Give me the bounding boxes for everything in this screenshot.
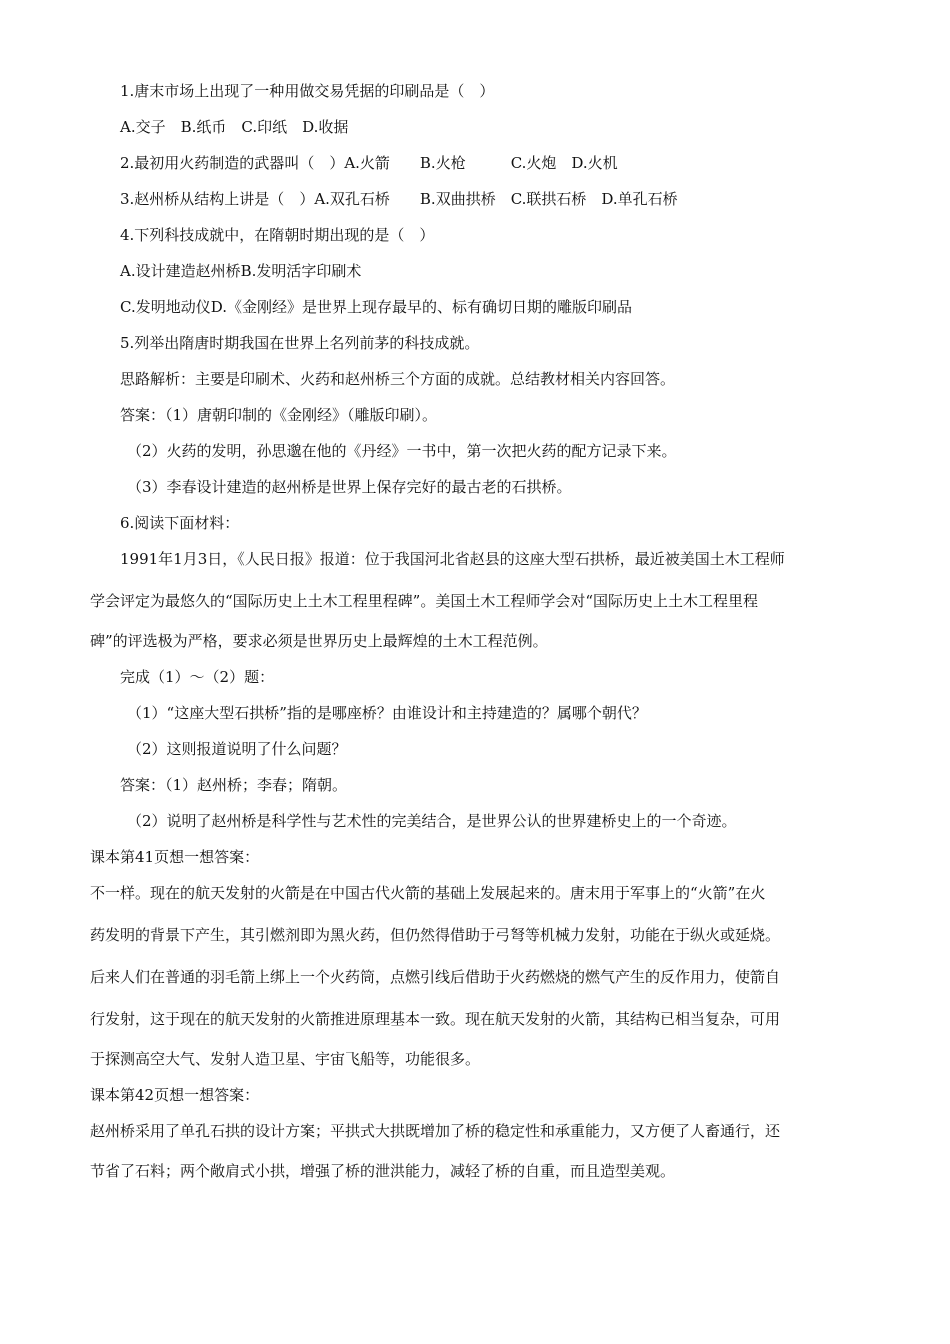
q6-answer-1: 答案：（1）赵州桥；李春；隋朝。	[120, 776, 348, 794]
q4-question: 4.下列科技成就中，在隋朝时期出现的是（ ）	[120, 226, 435, 244]
q2-question: 2.最初用火药制造的武器叫（ ）A.火箭 B.火枪 C.火炮 D.火机	[120, 154, 618, 172]
q6-answer-2: （2）说明了赵州桥是科学性与艺术性的完美结合，是世界公认的世界建桥史上的一个奇迹。	[127, 812, 737, 830]
q5-answer-3: （3）李春设计建造的赵州桥是世界上保存完好的最古老的石拱桥。	[127, 478, 572, 496]
q5-answer-2: （2）火药的发明，孙思邈在他的《丹经》一书中，第一次把火药的配方记录下来。	[127, 442, 677, 460]
q6-sub-question-1: （1）“这座大型石拱桥”指的是哪座桥？由谁设计和主持建造的？属哪个朝代？	[127, 704, 647, 722]
q4-options-ab: A.设计建造赵州桥B.发明活字印刷术	[120, 262, 362, 280]
q6-task: 完成（1）～（2）题：	[120, 668, 275, 686]
q6-question: 6.阅读下面材料：	[120, 514, 240, 532]
q5-answer-1: 答案：（1）唐朝印制的《金刚经》（雕版印刷）。	[120, 406, 438, 424]
q1-question: 1.唐末市场上出现了一种用做交易凭据的印刷品是（ ）	[120, 82, 495, 100]
p41-heading: 课本第41页想一想答案：	[90, 848, 260, 866]
p41-line-2: 药发明的背景下产生，其引燃剂即为黑火药，但仍然得借助于弓弩等机械力发射，功能在于纵火或延烧。	[90, 926, 781, 944]
p41-line-5: 于探测高空大气、发射人造卫星、宇宙飞船等，功能很多。	[90, 1050, 481, 1068]
p42-line-1: 赵州桥采用了单孔石拱的设计方案；平拱式大拱既增加了桥的稳定性和承重能力，又方便了人畜通行，还	[90, 1122, 781, 1140]
q6-material-line-1: 1991年1月3日，《人民日报》报道：位于我国河北省赵县的这座大型石拱桥，最近被美国土木工程师	[120, 550, 785, 568]
p41-line-3: 后来人们在普通的羽毛箭上绑上一个火药筒，点燃引线后借助于火药燃烧的燃气产生的反作用力，使箭自	[90, 968, 781, 986]
p41-line-1: 不一样。现在的航天发射的火箭是在中国古代火箭的基础上发展起来的。唐末用于军事上的“火箭”在火	[90, 884, 766, 902]
q6-sub-question-2: （2）这则报道说明了什么问题？	[127, 740, 347, 758]
q5-question: 5.列举出隋唐时期我国在世界上名列前茅的科技成就。	[120, 334, 480, 352]
q4-options-cd: C.发明地动仪D.《金刚经》是世界上现存最早的、标有确切日期的雕版印刷品	[120, 298, 632, 316]
q1-options: A.交子 B.纸币 C.印纸 D.收据	[120, 118, 349, 136]
q3-question: 3.赵州桥从结构上讲是（ ）A.双孔石桥 B.双曲拱桥 C.联拱石桥 D.单孔石桥	[120, 190, 678, 208]
q6-material-line-3: 碑”的评选极为严格，要求必须是世界历史上最辉煌的土木工程范例。	[90, 632, 548, 650]
p42-line-2: 节省了石料；两个敞肩式小拱，增强了桥的泄洪能力，减轻了桥的自重，而且造型美观。	[90, 1162, 676, 1180]
q6-material-line-2: 学会评定为最悠久的“国际历史上土木工程里程碑”。美国土木工程师学会对“国际历史上土木工程里程	[90, 592, 759, 610]
q5-analysis: 思路解析：主要是印刷术、火药和赵州桥三个方面的成就。总结教材相关内容回答。	[120, 370, 676, 388]
p41-line-4: 行发射，这于现在的航天发射的火箭推进原理基本一致。现在航天发射的火箭，其结构已相当复杂，可用	[90, 1010, 781, 1028]
p42-heading: 课本第42页想一想答案：	[90, 1086, 260, 1104]
